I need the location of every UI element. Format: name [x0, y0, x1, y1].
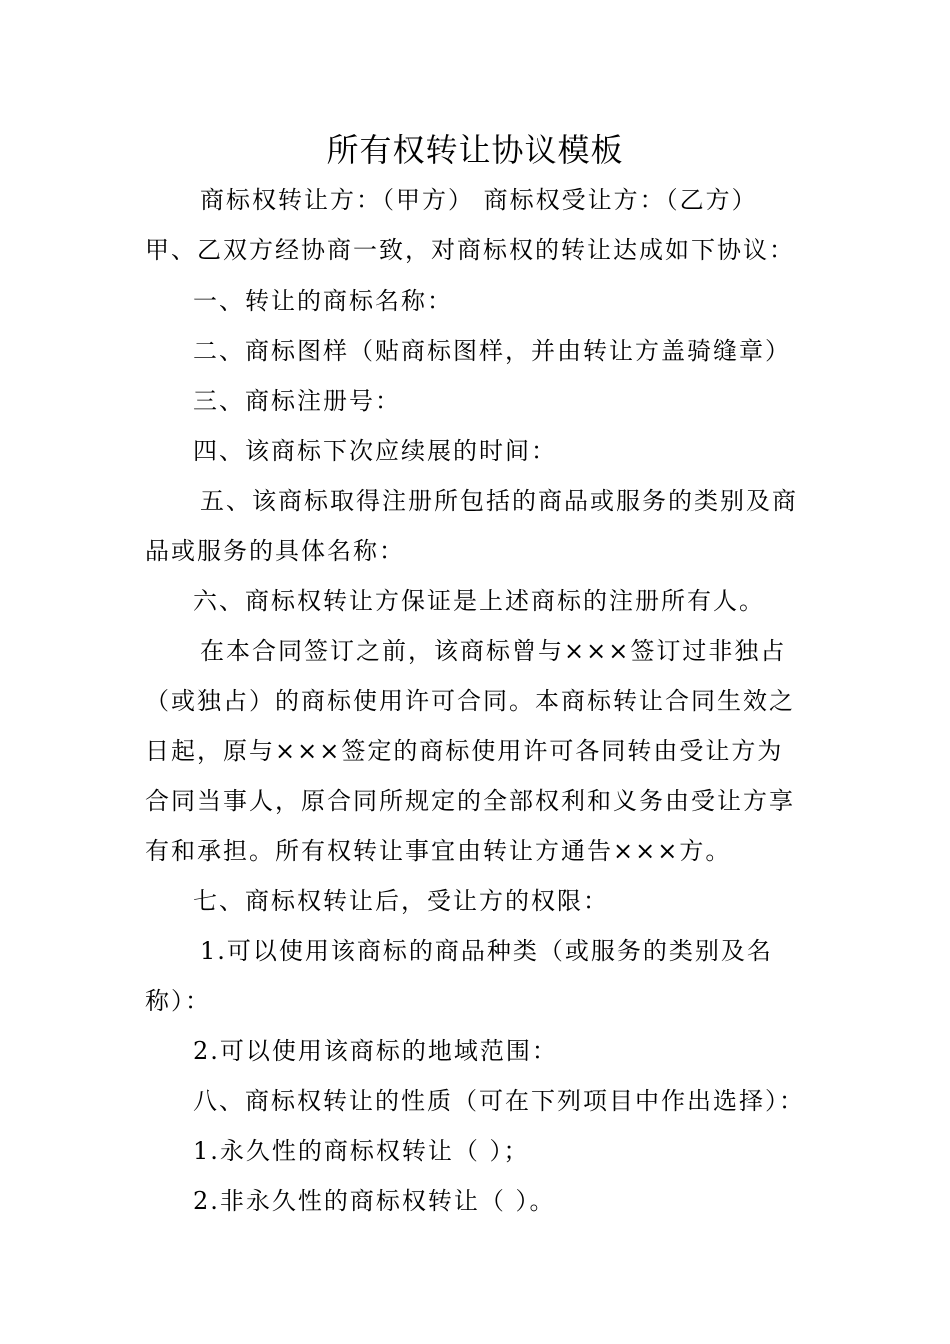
clause-5-line-2: 品或服务的具体名称： — [145, 537, 405, 565]
clause-7: 七、商标权转让后，受让方的权限： — [193, 887, 609, 915]
clause-2: 二、商标图样（贴商标图样，并由转让方盖骑缝章） — [193, 337, 791, 365]
clause-7-item-1-line-1: 1.可以使用该商标的商品种类（或服务的类别及名 — [200, 937, 773, 965]
clause-5-line-1: 五、该商标取得注册所包括的商品或服务的类别及商 — [200, 487, 798, 515]
clause-8: 八、商标权转让的性质（可在下列项目中作出选择）： — [193, 1087, 805, 1115]
clause-1: 一、转让的商标名称： — [193, 287, 453, 315]
clause-8-option-2: 2.非永久性的商标权转让（ ）。 — [193, 1187, 556, 1215]
license-paragraph-line-3: 日起，原与×××签定的商标使用许可各同转由受让方为 — [145, 737, 784, 765]
agreement-intro: 甲、乙双方经协商一致，对商标权的转让达成如下协议： — [145, 236, 795, 264]
license-paragraph-line-4: 合同当事人，原合同所规定的全部权利和义务由受让方享 — [145, 787, 795, 815]
clause-7-item-1-line-2: 称）： — [145, 987, 211, 1015]
clause-7-item-2: 2.可以使用该商标的地域范围： — [193, 1037, 558, 1065]
clause-3: 三、商标注册号： — [193, 387, 401, 415]
license-paragraph-line-1: 在本合同签订之前，该商标曾与×××签订过非独占 — [200, 637, 787, 665]
license-paragraph-line-2: （或独占）的商标使用许可合同。本商标转让合同生效之 — [145, 687, 795, 715]
document-title: 所有权转让协议模板 — [326, 131, 624, 169]
clause-6: 六、商标权转让方保证是上述商标的注册所有人。 — [193, 587, 765, 615]
clause-4: 四、该商标下次应续展的时间： — [193, 437, 557, 465]
clause-8-option-1: 1.永久性的商标权转让（ ）； — [193, 1137, 530, 1165]
parties-line: 商标权转让方：（甲方） 商标权受让方：（乙方） — [200, 186, 758, 214]
license-paragraph-line-5: 有和承担。所有权转让事宜由转让方通告×××方。 — [145, 837, 732, 865]
